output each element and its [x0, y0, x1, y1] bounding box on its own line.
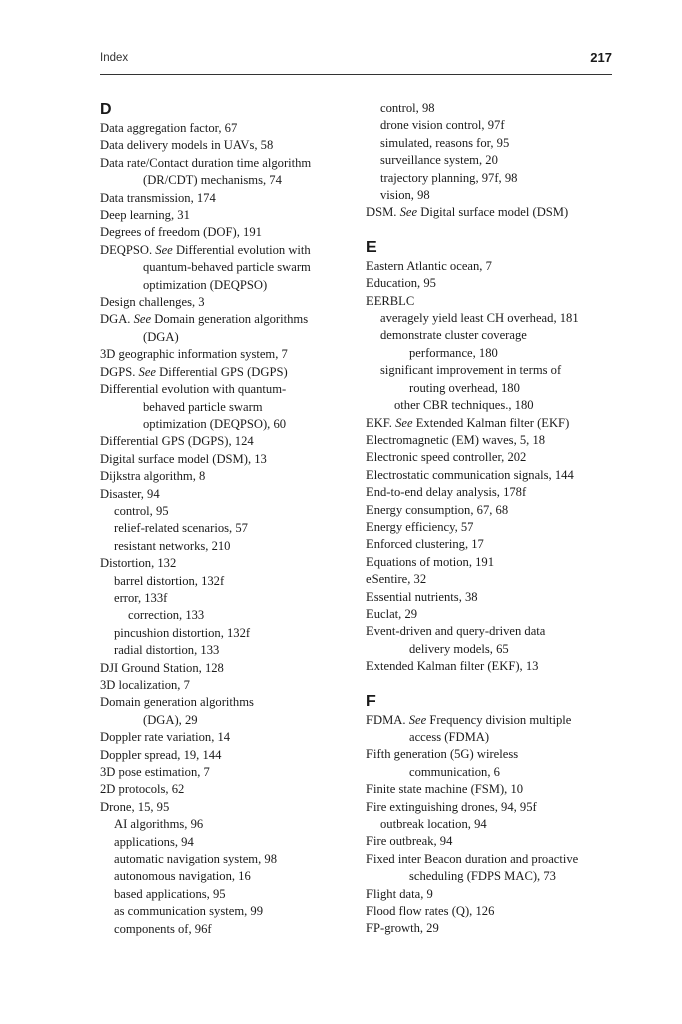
index-entry: Degrees of freedom (DOF), 191 — [100, 225, 262, 240]
index-entry: Dijkstra algorithm, 8 — [100, 469, 206, 484]
index-entry: Deep learning, 31 — [100, 208, 190, 223]
index-entry: Fire extinguishing drones, 94, 95f — [366, 799, 537, 814]
index-entry-continuation: (DGA) — [143, 329, 179, 344]
index-entry: Doppler rate variation, 14 — [100, 730, 231, 745]
entry-term: DGPS. — [100, 364, 136, 379]
index-entry: Electromagnetic (EM) waves, 5, 18 — [366, 432, 546, 447]
entry-term: DSM. — [366, 205, 397, 220]
index-subsubentry: correction, 133 — [128, 608, 205, 623]
index-entry: Differential evolution with quantum- — [100, 382, 287, 397]
index-entry: Domain generation algorithms — [100, 695, 254, 710]
index-entry-continuation: (DR/CDT) mechanisms, 74 — [143, 173, 282, 188]
page-number: 217 — [590, 50, 612, 65]
index-subentry: averagely yield least CH overhead, 181 — [380, 311, 579, 326]
index-subentry: resistant networks, 210 — [114, 538, 231, 553]
index-entry: End-to-end delay analysis, 178f — [366, 485, 527, 500]
index-entry-continuation: access (FDMA) — [409, 730, 490, 744]
index-entry: Differential GPS (DGPS), 124 — [100, 434, 254, 449]
index-subentry: AI algorithms, 96 — [114, 817, 204, 832]
index-subentry: significant improvement in terms of — [380, 363, 562, 378]
section-letter-e: E — [366, 238, 377, 256]
index-entry: Flood flow rates (Q), 126 — [366, 904, 495, 919]
index-entry — [366, 415, 621, 432]
index-entry: Energy efficiency, 57 — [366, 519, 474, 534]
index-entry: Extended Kalman filter (EKF), 13 — [366, 659, 539, 674]
index-subentry: simulated, reasons for, 95 — [380, 135, 510, 150]
index-entry: Data transmission, 174 — [100, 190, 216, 205]
index-entry: Euclat, 29 — [366, 606, 418, 621]
index-entry-continuation: communication, 6 — [409, 764, 500, 779]
index-entry: Data rate/Contact duration time algorithm — [100, 155, 312, 170]
entry-target: Domain generation algorithms — [154, 312, 309, 327]
index-subentry: applications, 94 — [114, 834, 194, 849]
see-reference: See — [138, 364, 156, 379]
entry-target: Extended Kalman filter (EKF) — [415, 415, 570, 430]
index-entry — [100, 364, 355, 381]
index-entry: EERBLC — [366, 293, 415, 308]
index-entry-continuation: optimization (DEQPSO), 60 — [143, 416, 287, 431]
index-entry: Fifth generation (5G) wireless — [366, 747, 519, 762]
index-entry: Fire outbreak, 94 — [366, 834, 453, 849]
index-entry-continuation: behaved particle swarm — [143, 399, 263, 414]
index-entry: Electrostatic communication signals, 144 — [366, 467, 574, 482]
index-entry: Design challenges, 3 — [100, 295, 205, 310]
see-reference: See — [155, 242, 173, 257]
index-entry: Equations of motion, 191 — [366, 554, 495, 569]
see-reference: See — [399, 205, 418, 220]
index-entry: Finite state machine (FSM), 10 — [366, 782, 524, 797]
entry-target: Digital surface model (DSM) — [420, 205, 569, 220]
index-entry: Eastern Atlantic ocean, 7 — [366, 258, 492, 273]
index-entry: Enforced clustering, 17 — [366, 537, 484, 552]
index-subentry: barrel distortion, 132f — [114, 573, 225, 588]
see-reference: See — [133, 312, 152, 327]
index-subentry: radial distortion, 133 — [114, 643, 220, 658]
index-entry: Education, 95 — [366, 276, 436, 291]
index-entry-continuation: quantum-behaved particle swarm — [143, 260, 311, 275]
index-entry: DJI Ground Station, 128 — [100, 660, 224, 675]
entry-term: FDMA. — [366, 712, 406, 727]
entry-target: Frequency division multiple — [429, 712, 572, 727]
index-subentry: control, 98 — [380, 101, 435, 115]
index-entry: Distortion, 132 — [100, 556, 177, 571]
index-entry: Digital surface model (DSM), 13 — [100, 451, 267, 466]
index-entry — [366, 204, 621, 221]
section-letter-f: F — [366, 692, 376, 710]
index-entry-continuation: delivery models, 65 — [409, 641, 509, 656]
index-entry: Doppler spread, 19, 144 — [100, 747, 222, 762]
index-entry: 3D pose estimation, 7 — [100, 765, 210, 780]
index-subentry: relief-related scenarios, 57 — [114, 521, 248, 536]
index-column-left — [100, 100, 355, 938]
index-subentry: pincushion distortion, 132f — [114, 625, 251, 640]
index-entry-continuation: optimization (DEQPSO) — [143, 277, 268, 292]
index-subsubentry: other CBR techniques., 180 — [394, 398, 534, 413]
index-subentry: based applications, 95 — [114, 886, 226, 901]
index-subentry: error, 133f — [114, 590, 168, 605]
index-entry: Disaster, 94 — [100, 486, 160, 501]
entry-target: Differential evolution with — [175, 242, 311, 257]
index-entry: 3D localization, 7 — [100, 678, 190, 692]
index-subentry: control, 95 — [114, 503, 169, 518]
index-subentry: drone vision control, 97f — [380, 118, 505, 133]
index-entry: FP-growth, 29 — [366, 921, 439, 936]
entry-term: DEQPSO. — [100, 242, 153, 257]
index-entry: Drone, 15, 95 — [100, 799, 170, 814]
index-entry: Electronic speed controller, 202 — [366, 450, 527, 465]
entry-target: Differential GPS (DGPS) — [159, 364, 288, 379]
index-column-right — [366, 100, 621, 938]
entry-term: DGA. — [100, 312, 131, 327]
index-entry: 2D protocols, 62 — [100, 782, 185, 797]
index-subentry: outbreak location, 94 — [380, 817, 487, 832]
index-entry: Event-driven and query-driven data — [366, 624, 546, 639]
index-entry: Data delivery models in UAVs, 58 — [100, 138, 274, 153]
index-entry: Fixed inter Beacon duration and proactive — [366, 851, 579, 866]
index-subentry: trajectory planning, 97f, 98 — [380, 170, 518, 185]
index-entry: Flight data, 9 — [366, 886, 433, 901]
index-subentry: components of, 96f — [114, 921, 212, 936]
entry-term: EKF. — [366, 415, 392, 430]
index-entry: eSentire, 32 — [366, 572, 427, 587]
index-entry-continuation: scheduling (FDPS MAC), 73 — [409, 869, 556, 884]
index-entry: Energy consumption, 67, 68 — [366, 502, 509, 517]
see-reference: See — [395, 415, 413, 430]
index-entry — [366, 712, 621, 729]
index-entry — [100, 242, 355, 259]
index-entry: Data aggregation factor, 67 — [100, 121, 238, 135]
section-letter-d: D — [100, 101, 112, 118]
index-subentry: demonstrate cluster coverage — [380, 328, 527, 343]
index-entry — [100, 311, 355, 328]
see-reference: See — [408, 712, 427, 727]
index-entry-continuation: routing overhead, 180 — [409, 380, 520, 395]
index-entry-continuation: performance, 180 — [409, 345, 498, 360]
page-header — [100, 52, 612, 75]
running-head: Index — [100, 52, 129, 64]
index-subentry: vision, 98 — [380, 188, 430, 203]
index-subentry: as communication system, 99 — [114, 904, 264, 919]
index-subentry: automatic navigation system, 98 — [114, 852, 277, 867]
index-entry: Essential nutrients, 38 — [366, 589, 478, 604]
index-subentry: surveillance system, 20 — [380, 153, 498, 168]
index-entry: 3D geographic information system, 7 — [100, 347, 288, 362]
index-entry-continuation: (DGA), 29 — [143, 712, 198, 727]
index-subentry: autonomous navigation, 16 — [114, 869, 251, 884]
